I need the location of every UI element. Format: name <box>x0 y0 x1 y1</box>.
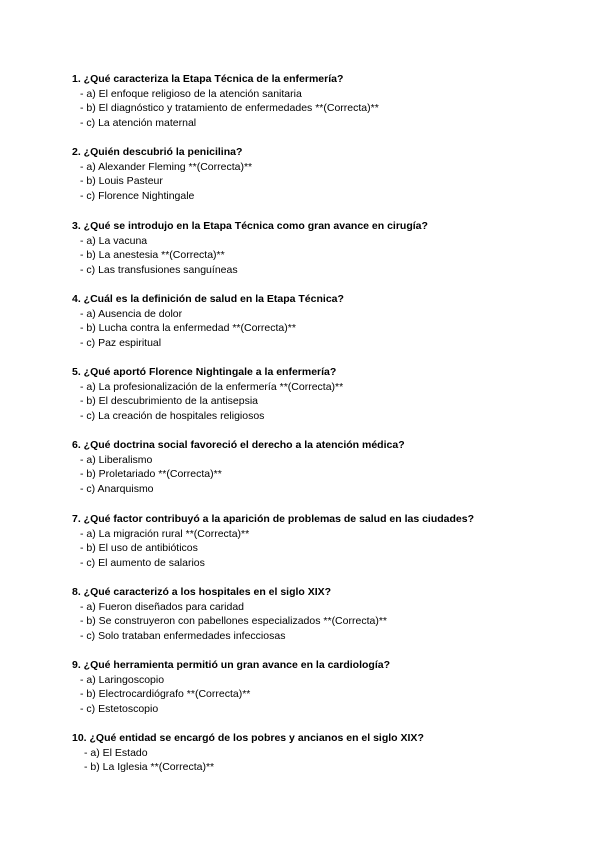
question-8-options <box>72 600 387 644</box>
question-10-option-a: - a) El Estado <box>84 746 148 759</box>
question-3-option-a: - a) La vacuna <box>80 234 148 247</box>
question-5-title: 5. ¿Qué aportó Florence Nightingale a la enfermería? <box>72 366 337 378</box>
question-10 <box>72 731 424 775</box>
question-1 <box>72 72 379 130</box>
question-8-option-c: - c) Solo trataban enfermedades infecciosas <box>80 629 286 642</box>
question-2-options <box>72 160 252 204</box>
question-6-option-b: - b) Proletariado **(Correcta)** <box>80 468 222 480</box>
question-9-option-b: - b) Electrocardiógrafo **(Correcta)** <box>80 688 251 700</box>
question-10-title: 10. ¿Qué entidad se encargó de los pobres y ancianos en el siglo XIX? <box>72 732 424 744</box>
question-8-option-b: - b) Se construyeron con pabellones especializados **(Correcta)** <box>80 615 387 627</box>
question-6-option-a: - a) Liberalismo <box>80 453 153 466</box>
question-4-title: 4. ¿Cuál es la definición de salud en la Etapa Técnica? <box>72 293 344 305</box>
question-2-option-c: - c) Florence Nightingale <box>80 189 195 202</box>
question-10-options <box>72 746 424 775</box>
question-2-option-a: - a) Alexander Fleming **(Correcta)** <box>80 160 253 173</box>
question-8 <box>72 585 387 643</box>
question-5-options <box>72 380 343 424</box>
question-9-options <box>72 673 390 717</box>
question-5 <box>72 365 343 423</box>
question-6-option-c: - c) Anarquismo <box>80 482 154 495</box>
question-3-title: 3. ¿Qué se introdujo en la Etapa Técnica como gran avance en cirugía? <box>72 220 428 232</box>
question-7-option-b: - b) El uso de antibióticos <box>80 542 198 554</box>
question-7-options <box>72 527 474 571</box>
question-10-option-b: - b) La Iglesia **(Correcta)** <box>84 761 215 773</box>
question-9-title: 9. ¿Qué herramienta permitió un gran avance en la cardiología? <box>72 659 391 671</box>
question-1-title: 1. ¿Qué caracteriza la Etapa Técnica de la enfermería? <box>72 73 344 85</box>
question-3-options <box>72 234 428 278</box>
question-7 <box>72 512 474 570</box>
question-6-options <box>72 453 405 497</box>
question-8-title: 8. ¿Qué caracterizó a los hospitales en el siglo XIX? <box>72 586 332 598</box>
question-2 <box>72 145 252 203</box>
question-4-option-a: - a) Ausencia de dolor <box>80 307 183 320</box>
question-7-title: 7. ¿Qué factor contribuyó a la aparición de problemas de salud en las ciudades? <box>72 513 475 525</box>
question-1-option-a: - a) El enfoque religioso de la atención sanitaria <box>80 87 302 100</box>
question-5-option-c: - c) La creación de hospitales religiosos <box>80 409 265 422</box>
question-5-option-a: - a) La profesionalización de la enfermería **(Correcta)** <box>80 380 344 393</box>
question-4-option-b: - b) Lucha contra la enfermedad **(Correcta)** <box>80 322 296 334</box>
question-4-option-c: - c) Paz espiritual <box>80 336 162 349</box>
question-9-option-a: - a) Laringoscopio <box>80 673 165 686</box>
question-4 <box>72 292 344 350</box>
question-9 <box>72 658 390 716</box>
question-7-option-a: - a) La migración rural **(Correcta)** <box>80 527 250 540</box>
question-3-option-c: - c) Las transfusiones sanguíneas <box>80 263 238 276</box>
question-4-options <box>72 307 344 351</box>
question-3-option-b: - b) La anestesia **(Correcta)** <box>80 249 225 261</box>
question-6-title: 6. ¿Qué doctrina social favoreció el derecho a la atención médica? <box>72 439 405 451</box>
question-6 <box>72 438 405 496</box>
question-3 <box>72 219 428 277</box>
question-9-option-c: - c) Estetoscopio <box>80 702 159 715</box>
question-7-option-c: - c) El aumento de salarios <box>80 556 205 569</box>
question-1-option-b: - b) El diagnóstico y tratamiento de enfermedades **(Correcta)** <box>80 102 379 114</box>
question-5-option-b: - b) El descubrimiento de la antisepsia <box>80 395 259 407</box>
question-1-options <box>72 87 379 131</box>
question-1-option-c: - c) La atención maternal <box>80 116 197 129</box>
question-2-title: 2. ¿Quién descubrió la penicilina? <box>72 146 243 158</box>
question-8-option-a: - a) Fueron diseñados para caridad <box>80 600 245 613</box>
question-2-option-b: - b) Louis Pasteur <box>80 175 163 187</box>
